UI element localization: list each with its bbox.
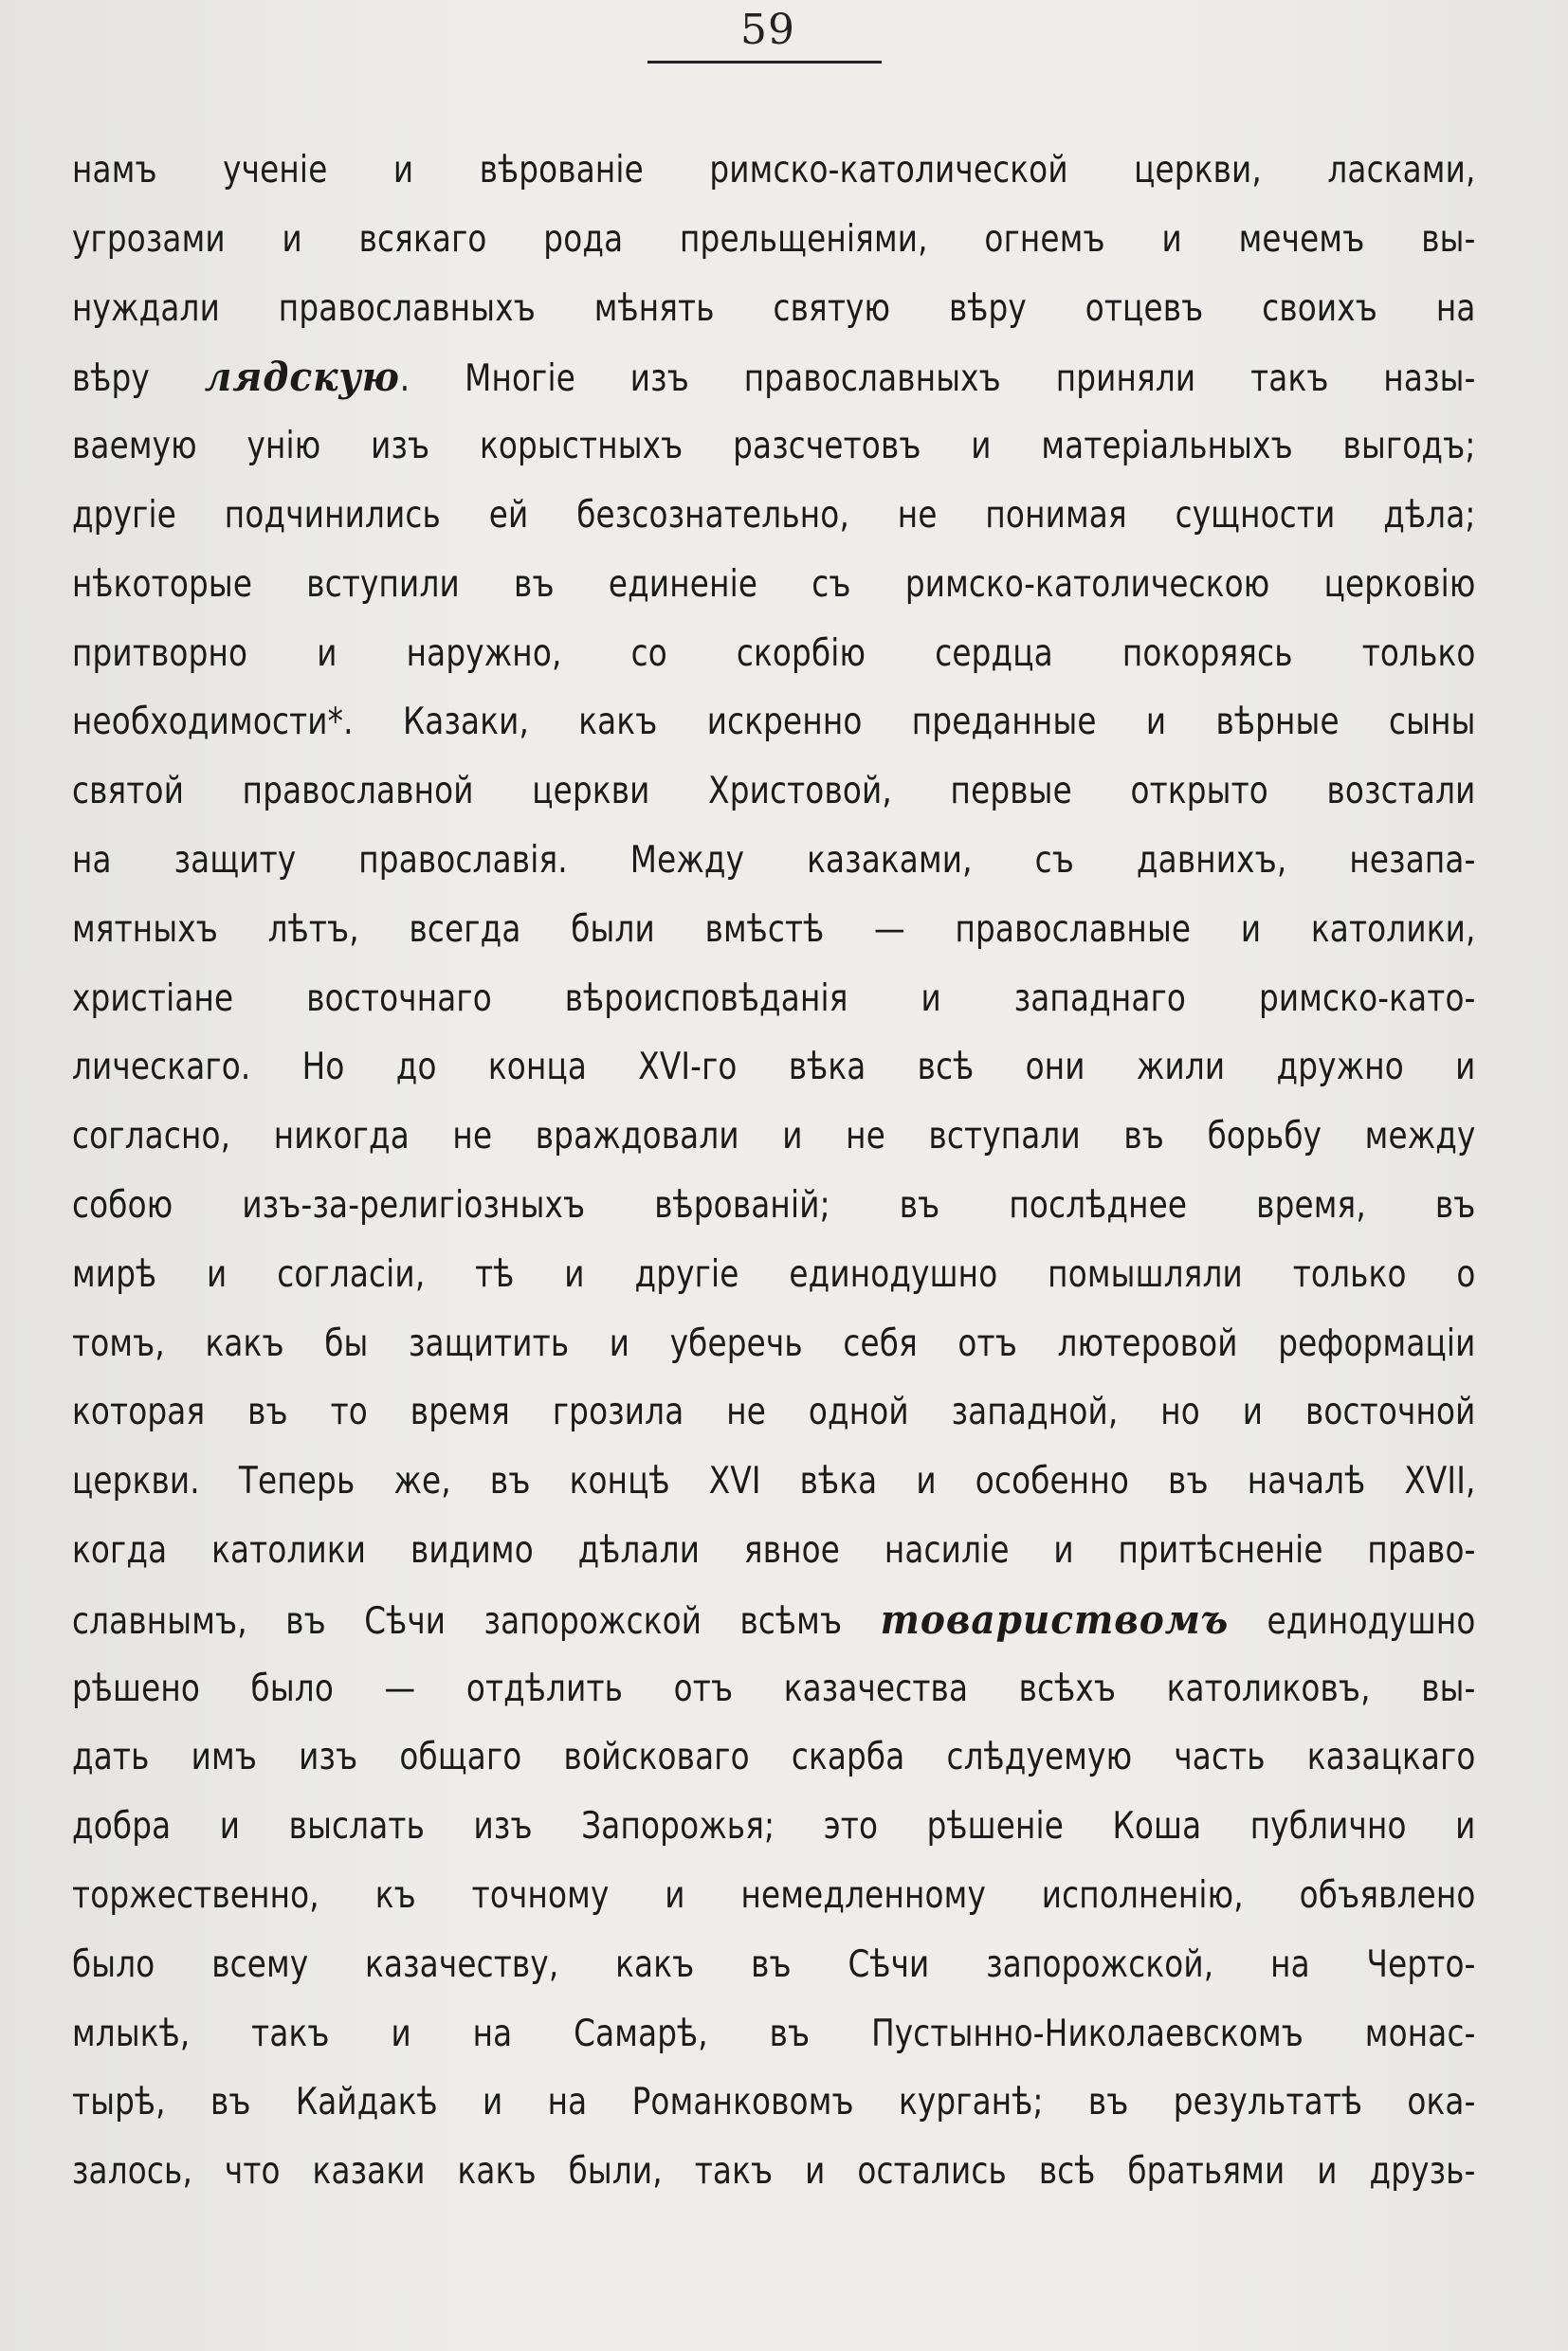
emphasized-word: товариствомъ: [880, 1595, 1230, 1643]
text-line: рѣшено было — отдѣлить отъ казачества всѣхъ католиковъ, вы-: [72, 1667, 1476, 1710]
text-segment: единодушно: [1229, 1599, 1476, 1643]
text-line: на защиту православія. Между казаками, съ давнихъ, незапа-: [72, 838, 1476, 882]
text-line: залось, что казаки какъ были, такъ и остались всѣ братьями и друзь-: [72, 2150, 1476, 2194]
text-line: нѣкоторые вступили въ единеніе съ римско-католическою церковію: [72, 562, 1476, 606]
text-line: нуждали православныхъ мѣнять святую вѣру отцевъ своихъ на: [72, 286, 1476, 330]
text-line: необходимости*. Казаки, какъ искренно преданные и вѣрные сыны: [72, 701, 1476, 744]
text-line: христіане восточнаго вѣроисповѣданія и западнаго римско-като-: [72, 976, 1476, 1020]
text-segment: славнымъ, въ Сѣчи запорожской всѣмъ: [72, 1599, 881, 1643]
text-line: намъ ученіе и вѣрованіе римско-католической церкви, ласками,: [72, 149, 1476, 191]
page-number: 59: [740, 6, 795, 54]
text-line: торжественно, къ точному и немедленному исполненію, объявлено: [72, 1873, 1476, 1917]
text-segment: . Многіе изъ православныхъ приняли такъ назы-: [399, 357, 1476, 401]
text-line: собою изъ-за-религіозныхъ вѣрованій; въ послѣднее время, въ: [72, 1183, 1476, 1227]
text-line: которая въ то время грозила не одной западной, но и восточной: [72, 1391, 1476, 1434]
text-line: дать имъ изъ общаго войсковаго скарба слѣдуемую часть казацкаго: [72, 1736, 1476, 1779]
text-line: лическаго. Но до конца XVI-го вѣка всѣ они жили дружно и: [72, 1046, 1476, 1089]
text-line: добра и выслать изъ Запорожья; это рѣшеніе Коша публично и: [72, 1805, 1476, 1849]
text-segment: вѣру: [72, 357, 205, 401]
text-line: томъ, какъ бы защитить и уберечь себя отъ лютеровой реформаціи: [72, 1321, 1476, 1365]
text-line: когда католики видимо дѣлали явное насиліе и притѣсненіе право-: [72, 1528, 1476, 1572]
text-line: мирѣ и согласіи, тѣ и другіе единодушно помышляли только о: [72, 1252, 1476, 1296]
header-rule: [647, 61, 882, 64]
text-line: церкви. Теперь же, въ концѣ XVI вѣка и особенно въ началѣ XVII,: [72, 1460, 1476, 1504]
text-line: [72, 1586, 1476, 1655]
text-line: [72, 343, 1476, 412]
text-line: святой православной церкви Христовой, первые открыто возстали: [72, 770, 1476, 813]
text-line: ваемую унію изъ корыстныхъ разсчетовъ и матеріальныхъ выгодъ;: [72, 425, 1476, 468]
text-line: млыкѣ, такъ и на Самарѣ, въ Пустынно-Николаевскомъ монас-: [72, 2012, 1476, 2055]
text-line: притворно и наружно, со скорбію сердца покоряясь только: [72, 631, 1476, 675]
text-line: угрозами и всякаго рода прельщеніями, огнемъ и мечемъ вы-: [72, 217, 1476, 261]
text-line: мятныхъ лѣтъ, всегда были вмѣстѣ — православные и католики,: [72, 907, 1476, 951]
text-line: другіе подчинились ей безсознательно, не понимая сущности дѣла;: [72, 493, 1476, 537]
text-line: тырѣ, въ Кайдакѣ и на Романковомъ курганѣ; въ результатѣ ока-: [72, 2081, 1476, 2124]
emphasized-word: лядскую: [204, 354, 400, 401]
body-text: [72, 137, 1475, 2207]
text-line: было всему казачеству, какъ въ Сѣчи запорожской, на Черто-: [72, 1942, 1476, 1986]
text-line: согласно, никогда не враждовали и не вступали въ борьбу между: [72, 1115, 1476, 1158]
